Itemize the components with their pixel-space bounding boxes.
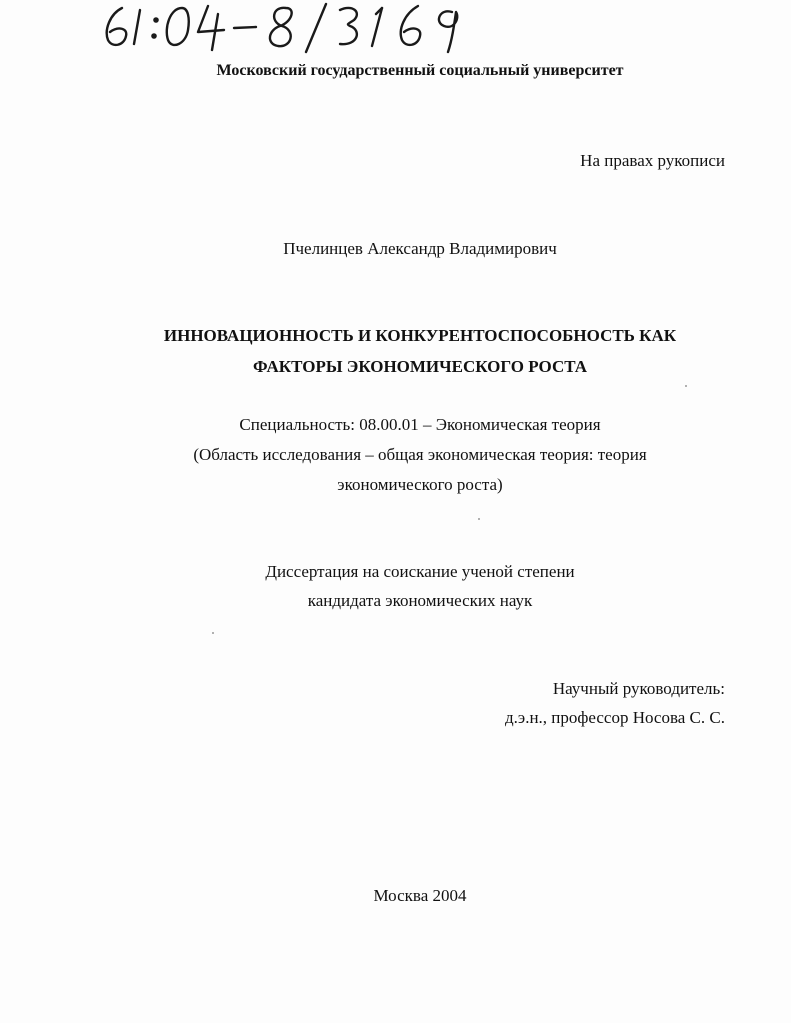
- supervisor-name: д.э.н., профессор Носова С. С.: [505, 708, 725, 727]
- scan-speck: [212, 632, 214, 634]
- scan-speck: [685, 385, 687, 387]
- scan-speck: [478, 518, 480, 520]
- rights-note: На правах рукописи: [580, 151, 725, 170]
- dissertation-line-1: Диссертация на соискание ученой степени: [265, 562, 575, 581]
- thesis-title-line-1: ИННОВАЦИОННОСТЬ И КОНКУРЕНТОСПОСОБНОСТЬ КАК: [163, 326, 677, 345]
- university-name: Московский государственный социальный университет: [216, 62, 624, 79]
- supervisor-label: Научный руководитель:: [552, 679, 725, 698]
- dissertation-line-2: кандидата экономических наук: [307, 591, 533, 610]
- specialty-line-2: (Область исследования – общая экономическая теория: теория: [193, 445, 647, 464]
- specialty-line-3: экономического роста): [337, 475, 503, 494]
- specialty-line-1: Специальность: 08.00.01 – Экономическая теория: [239, 415, 601, 434]
- author-name: Пчелинцев Александр Владимирович: [283, 239, 557, 258]
- city-year: Москва 2004: [373, 886, 467, 905]
- handwritten-code-drawing: [100, 0, 490, 60]
- thesis-title-line-2: ФАКТОРЫ ЭКОНОМИЧЕСКОГО РОСТА: [252, 357, 587, 376]
- handwritten-archive-code: [100, 0, 490, 60]
